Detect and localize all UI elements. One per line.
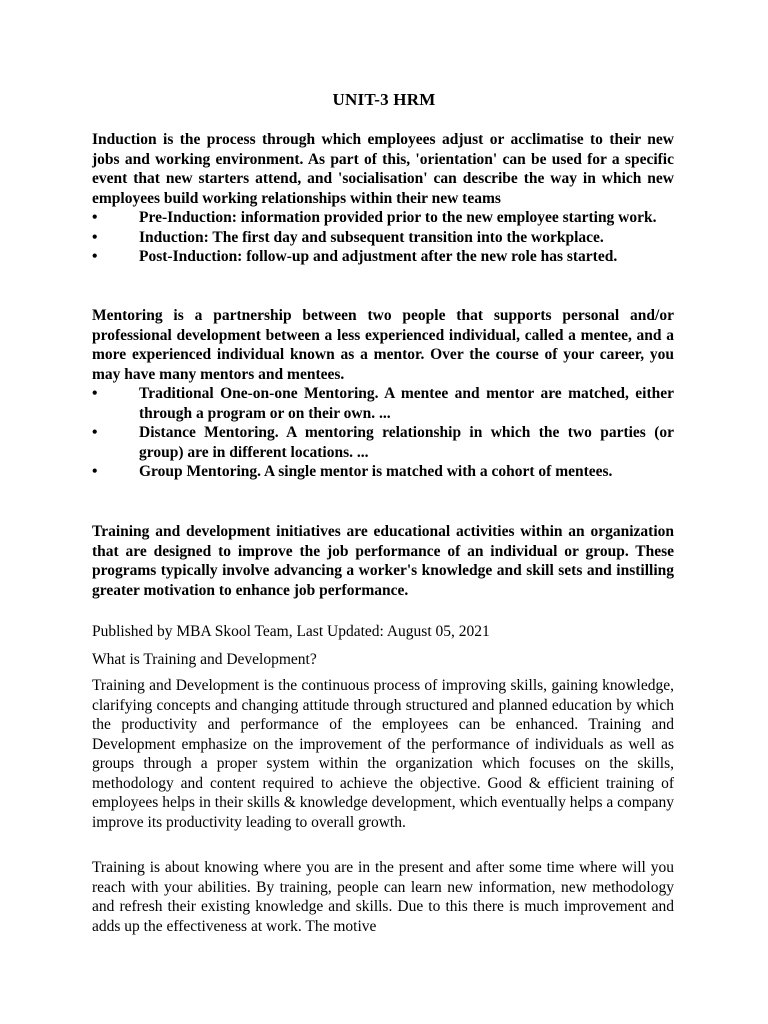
bullet-icon: • xyxy=(92,228,98,246)
training-about-paragraph: Training is about knowing where you are in the present and after some time where will you reach with your abilities. By training, people can learn new information, new methodology and refresh their existing knowledge and skills. Due to this there is much improvement and adds up the effectiveness at work. The motive xyxy=(92,859,674,935)
list-item xyxy=(92,384,674,423)
induction-section xyxy=(92,130,674,267)
page-title: UNIT-3 HRM xyxy=(332,90,436,109)
published-line: Published by MBA Skool Team, Last Updated: August 05, 2021 xyxy=(92,623,490,640)
list-item-text: Pre-Induction: information provided prior to the new employee starting work. xyxy=(139,209,657,226)
list-item-text: Traditional One-on-one Mentoring. A mentee and mentor are matched, either through a program or on their own. ... xyxy=(139,385,674,422)
bullet-icon: • xyxy=(92,248,98,265)
bullet-icon: • xyxy=(92,385,98,402)
list-item xyxy=(92,462,674,482)
mentoring-paragraph: Mentoring is a partnership between two people that supports personal and/or professional development between a less experienced individual, called a mentee, and a more experienced individual known as a mentor. Over the course of your career, you may have many mentors and mentees. xyxy=(92,307,674,383)
list-item xyxy=(92,228,674,248)
bullet-icon: • xyxy=(92,424,98,441)
training-intro-section xyxy=(92,522,674,600)
mentoring-section xyxy=(92,306,674,482)
list-item xyxy=(92,247,674,267)
training-about-section xyxy=(92,858,674,936)
list-item xyxy=(92,423,674,462)
question-heading: What is Training and Development? xyxy=(92,651,317,668)
td-section xyxy=(92,676,674,832)
td-paragraph: Training and Development is the continuous process of improving skills, gaining knowledge, clarifying concepts and changing attitude through structured and planned education by which the productivity and performance of the employees can be enhanced. Training and Development emphasize on the improvement of the performance of individuals as well as groups through a proper system within the organization which focuses on the skills, methodology and content required to achieve the objective. Good & efficient training of employees helps in their skills & knowledge development, which eventually helps a company improve its productivity leading to overall growth. xyxy=(92,677,674,831)
list-item-text: Post-Induction: follow-up and adjustment after the new role has started. xyxy=(139,248,618,265)
list-item-text: Induction: The first day and subsequent transition into the workplace. xyxy=(139,228,604,246)
list-item-text: Group Mentoring. A single mentor is matched with a cohort of mentees. xyxy=(139,463,613,480)
list-item xyxy=(92,208,674,228)
induction-paragraph: Induction is the process through which employees adjust or acclimatise to their new jobs and working environment. As part of this, 'orientation' can be used for a specific event that new starters attend, and 'socialisation' can describe the way in which new employees build working relationships within their new teams xyxy=(92,131,674,207)
bullet-icon: • xyxy=(92,209,98,226)
list-item-text: Distance Mentoring. A mentoring relationship in which the two parties (or group) are in different locations. ... xyxy=(139,424,674,461)
training-intro-paragraph: Training and development initiatives are educational activities within an organization that are designed to improve the job performance of an individual or group. These programs typically involve advancing a worker's knowledge and skill sets and instilling greater motivation to enhance job performance. xyxy=(92,523,674,599)
bullet-icon: • xyxy=(92,463,98,480)
